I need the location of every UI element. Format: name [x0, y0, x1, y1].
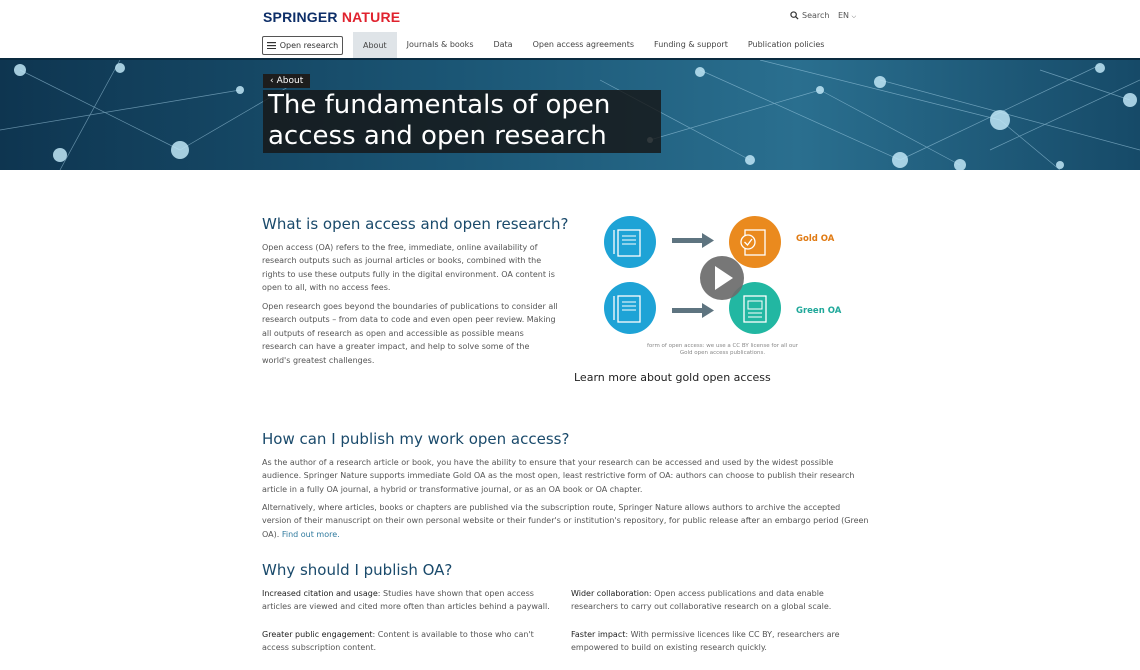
gold-oa-label: Gold OA: [796, 234, 835, 244]
illustration-caption: form of open access: we use a CC BY license for all our Gold open access publications.: [646, 343, 799, 356]
arrow-right-icon: [672, 233, 714, 248]
chevron-left-icon: ‹: [270, 76, 274, 86]
chevron-down-icon: ⌵: [851, 13, 857, 20]
reason-collaboration: Wider collaboration: Open access publications and data enable researchers to carry out collaborative research on a global scale.: [571, 589, 832, 612]
play-icon[interactable]: [700, 256, 744, 300]
find-out-more-link[interactable]: Find out more.: [281, 529, 340, 539]
nav-open-access-agreements[interactable]: Open access agreements: [532, 39, 635, 49]
hamburger-icon: [267, 42, 276, 49]
main-nav: [262, 32, 834, 56]
back-to-about-link[interactable]: ‹ About: [263, 74, 310, 88]
nav-data[interactable]: Data: [493, 39, 513, 49]
section2-paragraph-1: As the author of a research article or book, you have the ability to ensure that your research can be accessed and used by the widest possible audience. Springer Nature supports immediate Gold OA as the most open, least restrictive form of OA: authors can choose to publish their research article in a fully OA journal, a hybrid or transformative journal, or as an OA book or OA chapter.: [262, 458, 855, 494]
section-heading-how-to-publish: How can I publish my work open access?: [262, 430, 570, 448]
nav-funding-support[interactable]: Funding & support: [654, 39, 728, 49]
reason-citation: Increased citation and usage: Studies have shown that open access articles are viewed and cited more often than articles behind a paywall.: [262, 589, 550, 612]
section-heading-why-publish-oa: Why should I publish OA?: [262, 561, 453, 579]
open-research-menu-button[interactable]: Open research: [262, 36, 343, 55]
nav-journals-books[interactable]: Journals & books: [406, 39, 474, 49]
section1-paragraph-1: Open access (OA) refers to the free, immediate, online availability of research outputs such as journal articles or books, combined with the rights to use these outputs fully in the digital environment. OA content is open to all, with no access fees.: [262, 243, 555, 293]
arrow-right-icon: [672, 303, 714, 318]
section1-paragraph-2: Open research goes beyond the boundaries of publications to consider all research outputs – from data to code and even open peer review. Making all outputs of research as open and accessible as possible means research can have a greater impact, and help to solve some of the world's greatest challenges.: [262, 302, 558, 365]
search-link[interactable]: Search: [790, 11, 829, 20]
reason-faster-impact: Faster impact: With permissive licences like CC BY, researchers are empowered to build on existing research quickly.: [571, 630, 840, 653]
reason-public-engagement: Greater public engagement: Content is available to those who can't access subscription content.: [262, 630, 534, 653]
learn-more-gold-oa-link[interactable]: Learn more about gold open access: [574, 371, 771, 384]
green-oa-label: Green OA: [796, 306, 842, 316]
language-selector[interactable]: EN ⌵: [838, 11, 857, 20]
nav-about[interactable]: About: [353, 32, 397, 58]
section-heading-what-is-oa: What is open access and open research?: [262, 215, 569, 233]
springer-nature-logo[interactable]: SPRINGER NATURE: [263, 9, 401, 25]
section2-paragraph-2: Alternatively, where articles, books or chapters are published via the subscription route, Springer Nature allows authors to archive the accepted version of their manuscript on their own personal website or their funder's or institution's repository, for public release after an embargo period (Green OA). Find out more.: [262, 503, 869, 539]
site-header: [0, 0, 1140, 60]
document-icon: [604, 282, 656, 334]
page-title: The fundamentals of open access and open research: [263, 90, 661, 153]
search-icon: [790, 11, 799, 20]
gold-green-oa-video-thumbnail[interactable]: [590, 208, 860, 363]
gold-oa-document-icon: [729, 216, 781, 268]
nav-publication-policies[interactable]: Publication policies: [747, 39, 825, 49]
document-icon: [604, 216, 656, 268]
